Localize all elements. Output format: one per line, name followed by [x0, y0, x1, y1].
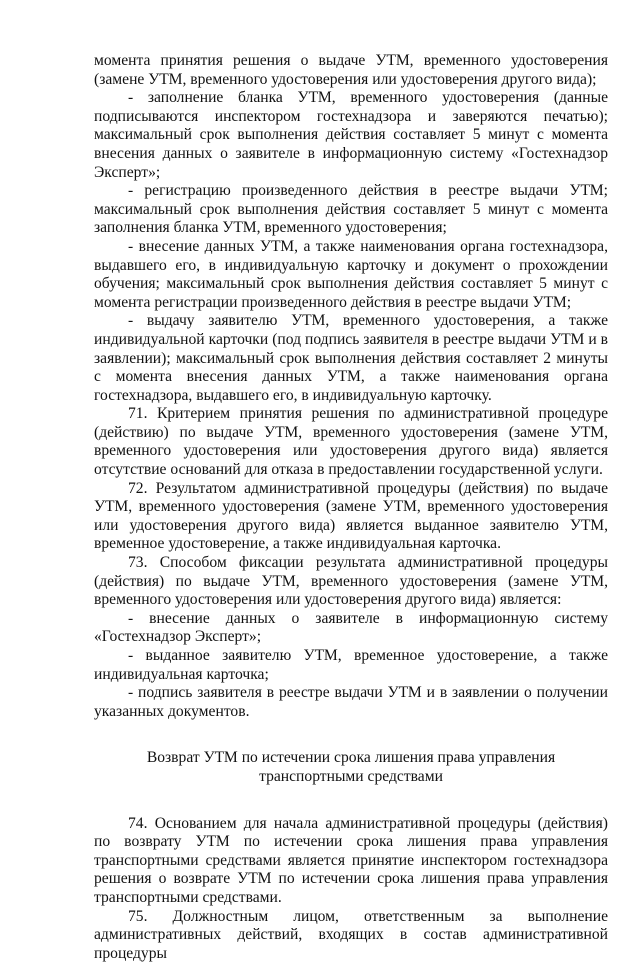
clause-75: 75. Должностным лицом, ответственным за выполнение административных действий, входящих в состав административной процедуры	[94, 907, 608, 962]
list-item-signature: - подпись заявителя в реестре выдачи УТМ и в заявлении о получении указанных документов.	[94, 684, 608, 720]
clause-74: 74. Основанием для начала административной процедуры (действия) по возврату УТМ по истечении срока лишения права управления транспортными средствами является принятие инспектором гостехнадзора решения о возврате УТМ по истечении срока лишения права управления транспортными средствами.	[94, 814, 608, 906]
list-item-issue: - выдачу заявителю УТМ, временного удостоверения, а также индивидуальной карточки (под подпись заявителя в реестре выдачи УТМ и в заявлении); максимальный срок выполнения действия составляет 2 минуты с момента внесения данных УТМ, а также наименования органа гостехнадзора, выдавшего его, в индивидуальную карточку.	[94, 312, 608, 404]
section-heading: Возврат УТМ по истечении срока лишения права управления транспортными средствами	[146, 749, 556, 785]
list-item-enter-data: - внесение данных УТМ, а также наименования органа гостехнадзора, выдавшего его, в индивидуальную карточку и документ о прохождении обучения; максимальный срок выполнения действия составляет 5 минут с момента регистрации произведенного действия в реестре выдачи УТМ;	[94, 237, 608, 311]
document-page	[94, 52, 608, 963]
paragraph-continuation: момента принятия решения о выдаче УТМ, временного удостоверения (замене УТМ, временного удостоверения или удостоверения другого вида);	[94, 52, 608, 88]
list-item-fill-form: - заполнение бланка УТМ, временного удостоверения (данные подписываются инспектором гостехнадзора и заверяются печатью); максимальный срок выполнения действия составляет 5 минут с момента внесения данных о заявителе в информационную систему «Гостехнадзор Эксперт»;	[94, 89, 608, 181]
list-item-register-action: - регистрацию произведенного действия в реестре выдачи УТМ; максимальный срок выполнения действия составляет 5 минут с момента заполнения бланка УТМ, временного удостоверения;	[94, 182, 608, 237]
clause-73: 73. Способом фиксации результата административной процедуры (действия) по выдаче УТМ, временного удостоверения (замене УТМ, временного удостоверения или удостоверения другого вида) является:	[94, 554, 608, 609]
clause-72: 72. Результатом административной процедуры (действия) по выдаче УТМ, временного удостоверения (замене УТМ, временного удостоверения или удостоверения другого вида) является выданное заявителю УТМ, временное удостоверение, а также индивидуальная карточка.	[94, 479, 608, 553]
list-item-issued-documents: - выданное заявителю УТМ, временное удостоверение, а также индивидуальная карточка;	[94, 647, 608, 683]
list-item-enter-applicant-data: - внесение данных о заявителе в информационную систему «Гостехнадзор Эксперт»;	[94, 609, 608, 646]
clause-71: 71. Критерием принятия решения по административной процедуре (действию) по выдаче УТМ, временного удостоверения (замене УТМ, временного удостоверения или удостоверения другого вида) является отсутствие оснований для отказа в предоставлении государственной услуги.	[94, 405, 608, 479]
